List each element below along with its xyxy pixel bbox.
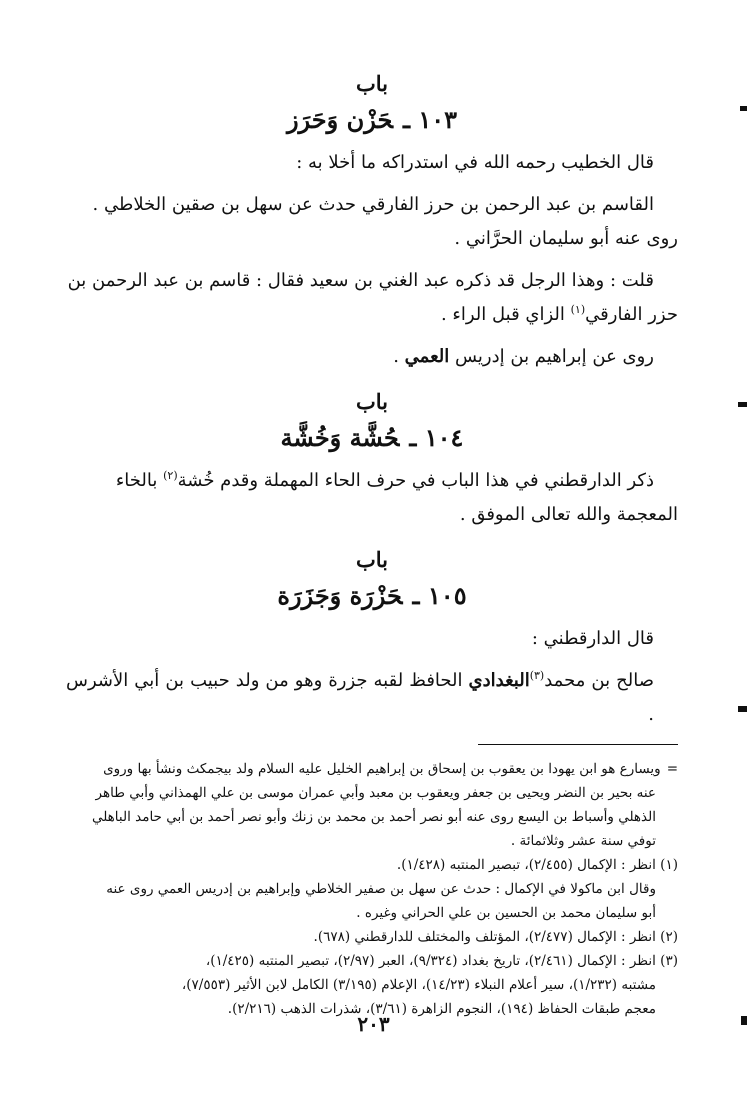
entry-name: حُشَّة وَخُشَّة xyxy=(280,423,400,452)
text-run: الزاي قبل الراء . xyxy=(440,304,571,325)
chapter-heading: باب xyxy=(355,547,388,572)
paragraph: المعجمة والله تعالى الموفق . xyxy=(459,504,678,525)
bold-name: العمي xyxy=(404,346,450,367)
text-run: . xyxy=(393,346,405,367)
footnote-line: الذهلي وأسباط بن اليسع روى عنه أبو نصر أحمد بن محمد بن زنك وأبو نصر أحمد بن أبي حامد الباهلي xyxy=(91,809,656,825)
scan-mark xyxy=(740,106,747,111)
section-104 xyxy=(66,388,678,532)
footnote-3: (٣) انظر : الإكمال (٢/٤٦١)، تاريخ بغداد (٩/٣٢٤)، العبر (٢/٩٧)، تبصير المنتبه (١/٤٢٥)، xyxy=(205,953,678,969)
entry-title xyxy=(66,102,678,138)
scan-mark xyxy=(741,1016,747,1025)
paragraph xyxy=(66,464,678,498)
footnote-line: مشتبه (١/٢٣٢)، سير أعلام النبلاء (١٤/٢٣)، الإعلام (٣/١٩٥) الكامل لابن الأثير (٧/٥٥٣)، xyxy=(181,977,656,993)
text-run: صالح بن محمد xyxy=(544,670,654,691)
text-run: ويسارع هو ابن يهودا بن يعقوب بن إسحاق بن إبراهيم الخليل عليه السلام ولد بيجمكث ونشأ بها وروى xyxy=(103,761,661,777)
footnote-line: عنه بحير بن النضر ويحيى بن جعفر ويعقوب بن معبد وأبي عمران موسى بن علي الهمذاني وأبي طاهر xyxy=(95,785,656,801)
footnote-ref[interactable]: (١) xyxy=(570,303,586,316)
entry-number: ١٠٣ ـ xyxy=(402,105,458,134)
text-run: حزر الفارقي xyxy=(585,304,678,325)
footnote-ref[interactable]: (٢) xyxy=(163,469,178,482)
scan-mark xyxy=(738,706,747,712)
footnote-2: (٢) انظر : الإكمال (٢/٤٧٧)، المؤتلف والمختلف للدارقطني (٦٧٨). xyxy=(313,929,678,945)
entry-name: حَزْن وَحَرَز xyxy=(286,105,393,134)
paragraph xyxy=(66,664,678,732)
footnote-1: (١) انظر : الإكمال (٢/٤٥٥)، تبصير المنتبه (١/٤٢٨). xyxy=(396,857,678,873)
bold-name: البغدادي xyxy=(468,670,530,691)
document-page xyxy=(66,70,678,1021)
entry-title xyxy=(66,420,678,456)
paragraph xyxy=(66,298,678,332)
scan-mark xyxy=(738,402,747,407)
footnote-separator xyxy=(478,744,678,745)
footnote-line: أبو سليمان محمد بن الحسين بن علي الحراني وغيره . xyxy=(356,905,656,921)
entry-number: ١٠٥ ـ xyxy=(412,581,467,610)
intro-line: قال الدارقطني : xyxy=(531,628,654,649)
paragraph: قلت : وهذا الرجل قد ذكره عبد الغني بن سعيد فقال : قاسم بن عبد الرحمن بن xyxy=(67,270,654,291)
footnote-line: معجم طبقات الحفاظ (١٩٤)، النجوم الزاهرة (٣/٦١)، شذرات الذهب (٢/٢١٦). xyxy=(227,1001,656,1017)
intro-line: قال الخطيب رحمه الله في استدراكه ما أخلا به : xyxy=(296,152,654,173)
chapter-heading: باب xyxy=(355,389,388,414)
chapter-heading: باب xyxy=(355,71,388,96)
paragraph: القاسم بن عبد الرحمن بن حرز الفارقي حدث عن سهل بن صقين الخلاطي . xyxy=(92,194,654,215)
text-run: الحافظ لقبه جزرة وهو من ولد حبيب بن أبي الأشرس . xyxy=(66,670,654,725)
footnotes xyxy=(66,757,678,1021)
text-run: بالخاء xyxy=(115,470,164,491)
footnote-continuation xyxy=(66,757,678,781)
text-run: ذكر الدارقطني في هذا الباب في حرف الحاء المهملة وقدم خُشة xyxy=(177,470,654,491)
entry-title xyxy=(66,578,678,614)
entry-number: ١٠٤ ـ xyxy=(409,423,464,452)
footnote-line: وقال ابن ماكولا في الإكمال : حدث عن سهل بن صفير الخلاطي وإبراهيم بن إدريس العمي روى عنه xyxy=(106,881,656,897)
footnote-line: توفي سنة عشر وثلاثمائة . xyxy=(510,833,656,849)
paragraph xyxy=(66,340,678,374)
paragraph: روى عنه أبو سليمان الحرَّاني . xyxy=(454,228,678,249)
section-103 xyxy=(66,70,678,374)
section-105 xyxy=(66,546,678,732)
page-number: ٢٠٣ xyxy=(357,1012,390,1036)
footnote-ref[interactable]: (٣) xyxy=(529,669,545,682)
entry-name: حَزْرَة وَجَزَرَة xyxy=(277,581,403,610)
text-run: روى عن إبراهيم بن إدريس xyxy=(449,346,654,367)
continuation-mark: = xyxy=(666,761,678,777)
